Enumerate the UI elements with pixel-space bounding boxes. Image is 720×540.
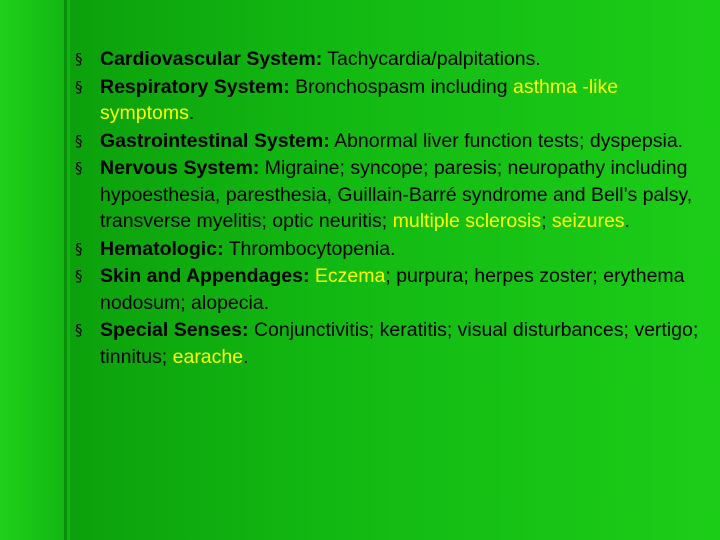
bullet-heading: Cardiovascular System: [100, 48, 323, 70]
bullet-text: . [243, 345, 249, 368]
bullet-item [75, 263, 715, 316]
bullet-marker-icon: § [75, 77, 83, 96]
bullet-text: Tachycardia/palpitations. [322, 48, 541, 70]
bullet-marker-icon: § [75, 267, 83, 285]
bullet-item [75, 317, 715, 370]
highlighted-term: Eczema [314, 265, 386, 287]
bullet-marker-icon: § [75, 159, 83, 177]
bullet-item [75, 46, 715, 73]
bullet-heading: Hematologic: [100, 237, 224, 260]
bullet-text: Abnormal liver function tests; dyspepsia. [329, 129, 684, 152]
bullet-heading: Nervous System: [100, 157, 260, 179]
bullet-text: . [188, 102, 195, 124]
bullet-text: Conjunctivitis; keratitis; visual disturbances; vertigo; tinnitus; [100, 319, 699, 368]
stripe-divider [64, 0, 67, 540]
bullet-heading: Skin and Appendages: [100, 265, 310, 287]
bullet-item [75, 74, 715, 127]
bullet-text: ; [541, 210, 552, 232]
bullet-item [75, 236, 715, 263]
bullet-text: Bronchospasm including [289, 75, 513, 98]
bullet-marker-icon: § [75, 239, 83, 258]
highlighted-term: seizures [551, 210, 625, 232]
highlighted-term: asthma -like symptoms [100, 75, 619, 124]
bullet-text: Migraine; syncope; paresis; neuropathy including hypoesthesia, paresthesia, Guillain-Barré syndrome and Bell’s palsy, transverse myelitis; optic neuritis; [100, 157, 693, 232]
adverse-events-list [75, 46, 715, 371]
bullet-heading: Gastrointestinal System: [100, 129, 330, 152]
bullet-text: Thrombocytopenia. [223, 237, 396, 260]
highlighted-term: multiple sclerosis [392, 210, 542, 232]
bullet-heading: Special Senses: [100, 319, 249, 341]
bullet-item [75, 155, 715, 235]
highlighted-term: earache [172, 345, 244, 368]
bullet-marker-icon: § [75, 50, 83, 68]
left-accent-stripe [0, 0, 70, 540]
bullet-heading: Respiratory System: [100, 75, 290, 98]
bullet-text: ; purpura; herpes zoster; erythema nodosum; alopecia. [100, 265, 685, 314]
bullet-item [75, 128, 715, 155]
bullet-text: . [624, 210, 630, 232]
bullet-marker-icon: § [75, 131, 83, 150]
bullet-marker-icon: § [75, 321, 83, 339]
